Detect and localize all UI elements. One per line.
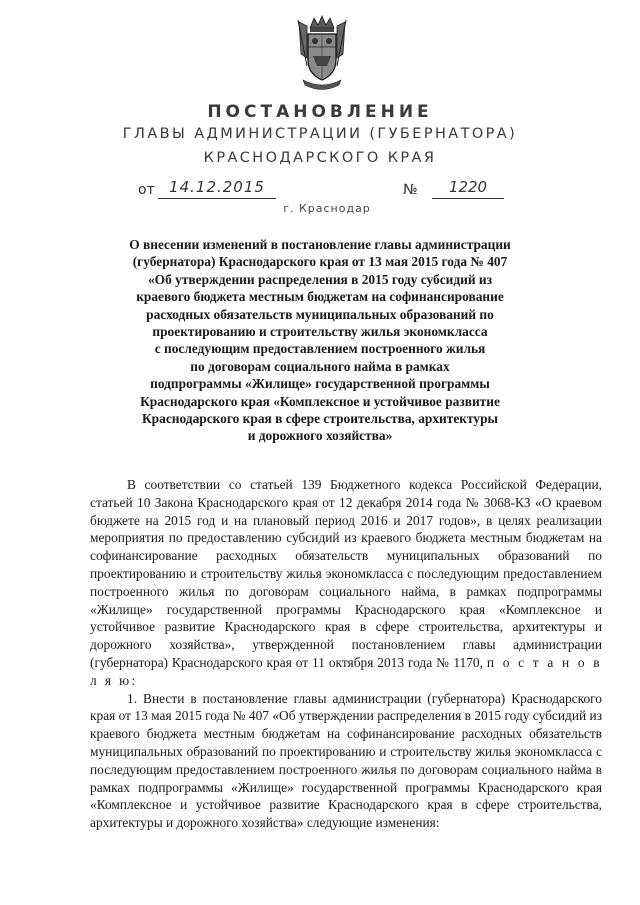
title-line: расходных обязательств муниципальных образований по <box>146 306 494 322</box>
clause-1-paragraph: 1. Внести в постановление главы администрации (губернатора) Краснодарского края от 13 мая 2015 года № 407 «Об утверждении распределения в 2015 году субсидий из краевого бюджета местным бюджетам на софинансирование расходных обязательств муниципальных образований по проектированию и строительству жилья экономкласса с последующим предоставлением построенного жилья по договорам социального найма в рамках подпрограммы «Жилище» государственной программы Краснодарского края «Комплексное и устойчивое развитие Краснодарского края в сфере строительства, архитектуры и дорожного хозяйства» следующие изменения: <box>90 690 602 831</box>
document-number: 1220 <box>432 178 504 199</box>
title-line: О внесении изменений в постановление главы администрации <box>129 237 511 252</box>
preamble-text: В соответствии со статьей 139 Бюджетного кодекса Российской Федерации, статьей 10 Закона Краснодарского края от 12 декабря 2014 года № 3068-КЗ «О краевом бюджете на 2015 год и на плановый период 2016 и 2017 годов», в целях реализации мероприятия по предоставлению субсидий из краевого бюджета местным бюджетам на софинансирование расходных обязательств муниципальных образований по проектированию и строительству жилья экономкласса с последующим предоставлением построенного жилья по договорам социального найма, в рамках подпрограммы «Жилище» государственной программы Краснодарского края «Комплексное и устойчивое развитие Краснодарского края в сфере строительства, архитектуры и дорожного хозяйства», утвержденной постановлением главы администрации (губернатора) Краснодарского края от 11 октября 2013 года № 1170, <box>90 477 602 670</box>
date-prefix-label: от <box>138 182 155 198</box>
title-line: Краснодарского края «Комплексное и устойчивое развитие <box>140 393 500 409</box>
document-title <box>110 236 530 445</box>
authority-heading-line1: ГЛАВЫ АДМИНИСТРАЦИИ (ГУБЕРНАТОРА) <box>122 126 518 142</box>
title-line: краевого бюджета местным бюджетам на софинансирование <box>136 289 504 305</box>
document-body <box>90 476 602 832</box>
title-line: и дорожного хозяйства» <box>247 428 393 444</box>
number-label: № <box>403 182 418 198</box>
title-line: с последующим предоставлением построенного жилья <box>154 341 486 357</box>
document-date: 14.12.2015 <box>158 178 276 199</box>
title-line: подпрограммы «Жилище» государственной программы <box>150 376 490 392</box>
title-line: по договорам социального найма в рамках <box>190 358 450 374</box>
title-line: Краснодарского края в сфере строительства, архитектуры <box>141 411 499 427</box>
decree-word: п о с т а н о в л я ю: <box>90 654 602 688</box>
title-line: «Об утверждении распределения в 2015 году субсидий из <box>147 271 493 287</box>
title-line: (губернатора) Краснодарского края от 13 мая 2015 года № 407 <box>132 254 508 270</box>
document-type-heading: ПОСТАНОВЛЕНИЕ <box>207 102 433 122</box>
preamble-paragraph <box>90 476 602 690</box>
title-line: проектированию и строительству жилья экономкласса <box>152 324 488 340</box>
city-label: г. Краснодар <box>283 202 371 215</box>
authority-heading-line2: КРАСНОДАРСКОГО КРАЯ <box>203 150 437 166</box>
coat-of-arms-icon <box>293 14 351 90</box>
